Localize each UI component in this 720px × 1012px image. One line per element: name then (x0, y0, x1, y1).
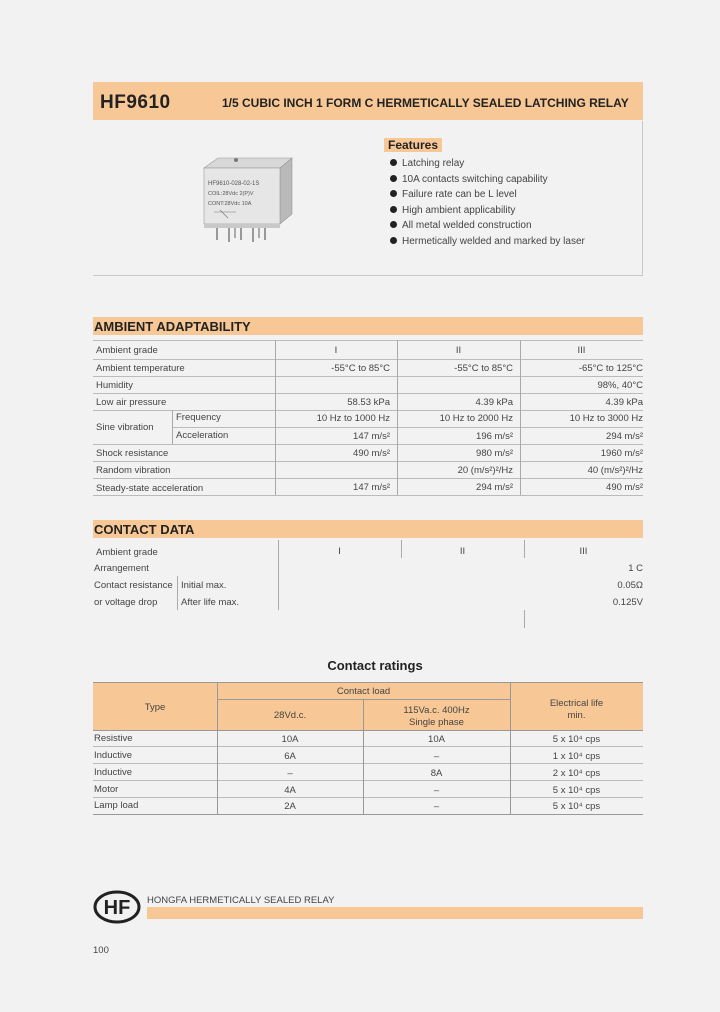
acceleration-i: 147 m/s² (353, 431, 390, 442)
steady-label: Steady-state acceleration (96, 483, 204, 494)
rating-dc: 6A (284, 751, 296, 762)
acceleration-ii: 196 m/s² (476, 431, 513, 442)
rating-type: Lamp load (94, 800, 139, 811)
contact-load-header: Contact load (336, 686, 391, 697)
life-header-line2: min. (567, 710, 586, 721)
feature-item: Hermetically welded and marked by laser (390, 236, 585, 247)
rating-dc: 2A (284, 801, 296, 812)
rating-ac: 8A (430, 768, 443, 779)
rating-life: 5 x 10⁴ cps (552, 734, 601, 745)
frequency-iii: 10 Hz to 3000 Hz (569, 413, 643, 424)
contact-grade-ii: II (459, 546, 466, 557)
steady-ii: 294 m/s² (476, 482, 513, 493)
rating-ac: – (433, 785, 440, 796)
shock-label: Shock resistance (96, 448, 169, 459)
feature-item: 10A contacts switching capability (390, 174, 548, 185)
bullet-icon (390, 221, 397, 228)
contact-title: CONTACT DATA (94, 522, 195, 537)
rating-life: 5 x 10⁴ cps (552, 801, 601, 812)
type-header: Type (144, 702, 166, 713)
bullet-icon (390, 206, 397, 213)
random-vibration-label: Random vibration (96, 465, 171, 476)
product-subtitle: 1/5 CUBIC INCH 1 FORM C HERMETICALLY SEALED LATCHING RELAY (222, 96, 629, 110)
ratings-title: Contact ratings (327, 658, 423, 673)
logo-text: HF (103, 897, 131, 919)
humidity-label: Humidity (96, 380, 133, 391)
ac-header-line1: 115Va.c. 400Hz (403, 705, 470, 716)
feature-item: All metal welded construction (390, 220, 532, 231)
acceleration-label: Acceleration (176, 430, 229, 441)
arrangement-label: Arrangement (94, 563, 149, 574)
bullet-icon (390, 159, 397, 166)
rating-type: Inductive (94, 767, 133, 778)
frequency-label: Frequency (176, 412, 221, 423)
humidity-value: 98%, 40°C (597, 380, 643, 391)
bullet-icon (390, 190, 397, 197)
rating-ac: – (433, 801, 440, 812)
random-iii: 40 (m/s²)²/Hz (587, 465, 643, 476)
rating-dc: 4A (284, 785, 296, 796)
air-pressure-label: Low air pressure (96, 397, 167, 408)
features-title: Features (384, 138, 442, 152)
relay-label-3: CONT:28Vdc 10A (208, 201, 252, 207)
air-pressure-i: 58.53 kPa (347, 397, 390, 408)
rating-life: 1 x 10⁴ cps (552, 751, 601, 762)
rating-dc: – (287, 768, 293, 779)
rating-ac: 10A (428, 734, 445, 745)
contact-grade-iii: III (579, 546, 588, 557)
temperature-iii: -65°C to 125°C (578, 363, 643, 374)
temperature-label: Ambient temperature (96, 363, 185, 374)
initial-value: 0.05Ω (617, 580, 643, 591)
resistance-label: Contact resistance (94, 580, 173, 591)
temperature-ii: -55°C to 85°C (454, 363, 513, 374)
arrangement-value: 1 C (628, 563, 643, 574)
page-number: 100 (93, 945, 109, 956)
voltage-drop-label: or voltage drop (94, 597, 158, 608)
shock-iii: 1960 m/s² (600, 448, 643, 459)
company-name: HONGFA HERMETICALLY SEALED RELAY (147, 895, 335, 906)
rating-life: 5 x 10⁴ cps (552, 785, 601, 796)
rating-type: Inductive (94, 750, 133, 761)
air-pressure-iii: 4.39 kPa (605, 397, 643, 408)
life-header-line1: Electrical life (549, 698, 604, 709)
rating-type: Motor (94, 784, 119, 795)
product-box (93, 121, 643, 276)
after-life-value: 0.125V (612, 597, 643, 608)
feature-item: Failure rate can be L level (390, 189, 517, 200)
after-life-label: After life max. (181, 597, 240, 608)
initial-label: Initial max. (181, 580, 227, 591)
random-ii: 20 (m/s²)²/Hz (457, 465, 513, 476)
relay-photo (196, 150, 306, 250)
footer-band (147, 907, 643, 919)
rating-ac: – (433, 751, 440, 762)
rating-type: Resistive (94, 733, 133, 744)
hongfa-logo-icon (92, 890, 142, 924)
bullet-icon (390, 175, 397, 182)
steady-i: 147 m/s² (353, 482, 390, 493)
relay-label-2: COIL:28Vdc 2(P)V (208, 191, 254, 197)
shock-i: 490 m/s² (353, 448, 390, 459)
air-pressure-ii: 4.39 kPa (475, 397, 513, 408)
shock-ii: 980 m/s² (476, 448, 513, 459)
ambient-grade-label: Ambient grade (96, 345, 158, 356)
grade-ii: II (455, 345, 462, 356)
frequency-i: 10 Hz to 1000 Hz (316, 413, 390, 424)
ambient-title: AMBIENT ADAPTABILITY (94, 319, 251, 334)
temperature-i: -55°C to 85°C (331, 363, 390, 374)
sine-vibration-label: Sine vibration (96, 422, 154, 433)
ac-header-line2: Single phase (409, 717, 464, 728)
dc-header: 28Vd.c. (273, 710, 307, 721)
steady-iii: 490 m/s² (606, 482, 643, 493)
feature-item: High ambient applicability (390, 205, 515, 216)
rating-dc: 10A (281, 734, 299, 745)
contact-grade-i: I (338, 546, 341, 557)
bullet-icon (390, 237, 397, 244)
frequency-ii: 10 Hz to 2000 Hz (439, 413, 513, 424)
model-number: HF9610 (100, 92, 171, 113)
rating-life: 2 x 10⁴ cps (552, 768, 601, 779)
feature-item: Latching relay (390, 158, 464, 169)
grade-iii: III (577, 345, 586, 356)
grade-i: I (334, 345, 338, 356)
acceleration-iii: 294 m/s² (606, 431, 643, 442)
relay-label-1: HF9610-028-02-1S (208, 181, 260, 187)
contact-grade-label: Ambient grade (96, 547, 158, 558)
